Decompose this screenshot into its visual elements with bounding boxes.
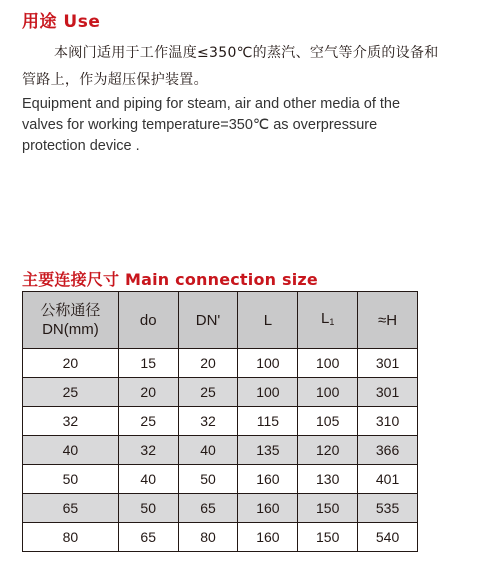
table-row: [23, 494, 418, 523]
use-heading: 用途 Use: [22, 12, 101, 32]
cell-h: 310: [358, 407, 418, 436]
table-row: [23, 378, 418, 407]
cell-h: 301: [358, 378, 418, 407]
cell-dn: 32: [23, 407, 119, 436]
cell-dn: 50: [23, 465, 119, 494]
cell-l1: 100: [298, 378, 358, 407]
cell-do: 40: [118, 465, 178, 494]
cell-l1: 150: [298, 494, 358, 523]
header-nominal-diameter: [23, 292, 119, 349]
header-l1-subscript: 1: [329, 316, 335, 327]
use-description-cn-text: 本阀门适用于工作温度≤350℃的蒸汽、空气等介质的设备和管路上，作为超压保护装置。: [22, 45, 439, 88]
table-row: [23, 436, 418, 465]
use-description-cn: [22, 40, 442, 94]
cell-dn-prime: 50: [178, 465, 238, 494]
header-l1-base: L: [321, 309, 330, 327]
connection-size-heading: 主要连接尺寸 Main connection size: [22, 270, 318, 289]
cell-l: 100: [238, 349, 298, 378]
cell-dn: 25: [23, 378, 119, 407]
cell-h: 540: [358, 523, 418, 552]
cell-l: 135: [238, 436, 298, 465]
cell-h: 301: [358, 349, 418, 378]
cell-l1: 120: [298, 436, 358, 465]
table-row: [23, 349, 418, 378]
header-row: [23, 292, 418, 349]
cell-do: 25: [118, 407, 178, 436]
table-row: [23, 407, 418, 436]
cell-dn-prime: 40: [178, 436, 238, 465]
table-body: [23, 349, 418, 552]
cell-l: 160: [238, 465, 298, 494]
cell-l1: 150: [298, 523, 358, 552]
header-dn-prime: DN': [178, 292, 238, 349]
cell-dn: 80: [23, 523, 119, 552]
cell-l: 100: [238, 378, 298, 407]
cell-do: 20: [118, 378, 178, 407]
header-h: ≈H: [358, 292, 418, 349]
cell-dn-prime: 20: [178, 349, 238, 378]
cell-do: 32: [118, 436, 178, 465]
cell-l1: 105: [298, 407, 358, 436]
cell-dn-prime: 65: [178, 494, 238, 523]
header-l1: [298, 292, 358, 349]
cell-dn: 40: [23, 436, 119, 465]
cell-h: 366: [358, 436, 418, 465]
table-row: [23, 465, 418, 494]
header-l: L: [238, 292, 298, 349]
header-nominal-diameter-cn: 公称通径: [40, 302, 101, 319]
cell-h: 401: [358, 465, 418, 494]
connection-size-table: [22, 291, 418, 552]
cell-do: 50: [118, 494, 178, 523]
cell-do: 65: [118, 523, 178, 552]
header-do: do: [118, 292, 178, 349]
use-description-en: Equipment and piping for steam, air and other media of the valves for working temperature=350℃ as overpressure protection device .: [22, 96, 401, 154]
cell-dn-prime: 80: [178, 523, 238, 552]
cell-dn-prime: 25: [178, 378, 238, 407]
cell-l: 160: [238, 494, 298, 523]
cell-h: 535: [358, 494, 418, 523]
cell-dn-prime: 32: [178, 407, 238, 436]
table-header: [23, 292, 418, 349]
cell-do: 15: [118, 349, 178, 378]
cell-l1: 130: [298, 465, 358, 494]
cell-dn: 65: [23, 494, 119, 523]
header-nominal-diameter-unit: DN(mm): [42, 321, 99, 338]
table-row: [23, 523, 418, 552]
cell-l1: 100: [298, 349, 358, 378]
cell-l: 115: [238, 407, 298, 436]
cell-l: 160: [238, 523, 298, 552]
cell-dn: 20: [23, 349, 119, 378]
